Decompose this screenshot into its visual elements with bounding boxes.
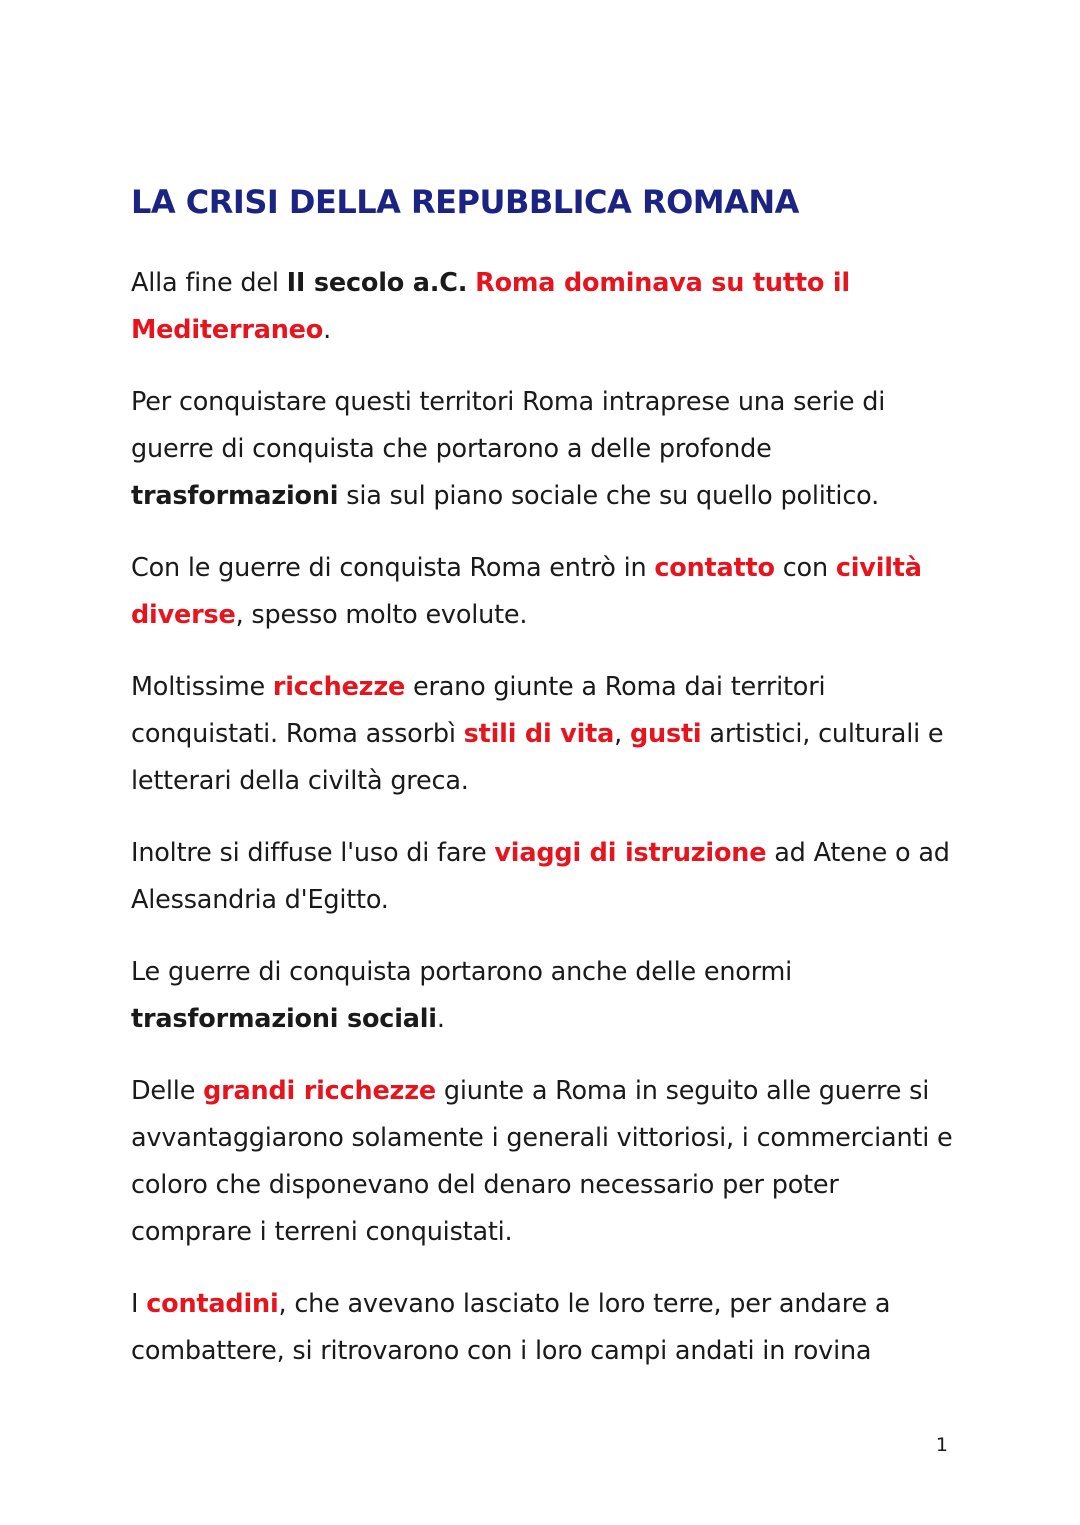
paragraph-3	[131, 545, 961, 639]
body-text: con	[774, 553, 836, 583]
body-text: giunte a Roma in seguito alle guerre si avvantaggiarono solamente i generali vittoriosi, i commercianti e coloro che disponevano del denaro necessario per poter comprare i terreni conquistati.	[131, 1076, 961, 1247]
paragraph-1	[131, 260, 961, 354]
page-number: 1	[935, 1434, 948, 1456]
body-text: sia sul piano sociale che su quello politico.	[338, 481, 879, 511]
body-text: .	[436, 1004, 445, 1034]
highlight-red-text: gusti	[629, 719, 702, 749]
body-text: artistici, culturali e letterari della civiltà greca.	[131, 719, 952, 796]
body-text	[467, 268, 475, 298]
paragraph-5	[131, 830, 961, 924]
paragraph-4	[131, 664, 961, 805]
paragraph-8	[131, 1281, 961, 1375]
paragraph-7	[131, 1068, 961, 1256]
paragraph-2	[131, 379, 961, 520]
body-text: Per conquistare questi territori Roma intraprese una serie di guerre di conquista che portarono a delle profonde	[131, 387, 894, 464]
body-text: , spesso molto evolute.	[235, 600, 528, 630]
bold-text: trasformazioni sociali	[131, 1004, 437, 1034]
highlight-red-text: contadini	[146, 1289, 279, 1319]
highlight-red-text: grandi ricchezze	[203, 1076, 436, 1106]
page-title: LA CRISI DELLA REPUBBLICA ROMANA	[131, 183, 799, 221]
body-text: ad Atene o ad Alessandria d'Egitto.	[131, 838, 958, 915]
body-text: I	[131, 1289, 147, 1319]
highlight-red-text: civiltà diverse	[131, 553, 931, 630]
body-text: Con le guerre di conquista Roma entrò in	[131, 553, 655, 583]
body-text: Alla fine del	[131, 268, 287, 298]
bold-text: trasformazioni	[131, 481, 339, 511]
body-text: Inoltre si diffuse l'uso di fare	[131, 838, 495, 868]
body-text: Delle	[131, 1076, 204, 1106]
highlight-red-text: contatto	[654, 553, 775, 583]
highlight-red-text: ricchezze	[272, 672, 406, 702]
bold-text: II secolo a.C.	[286, 268, 468, 298]
body-text: Le guerre di conquista portarono anche delle enormi	[131, 957, 800, 987]
paragraph-6	[131, 949, 961, 1043]
body-text: .	[323, 315, 331, 345]
body-text: ,	[614, 719, 630, 749]
body-text: erano giunte a Roma dai territori conquistati. Roma assorbì	[131, 672, 834, 749]
body-text: Moltissime	[131, 672, 273, 702]
body-text: , che avevano lasciato le loro terre, per andare a combattere, si ritrovarono con i loro campi andati in rovina	[131, 1289, 899, 1366]
highlight-red-text: Roma dominava su tutto il Mediterraneo	[131, 268, 859, 345]
highlight-red-text: stili di vita	[463, 719, 615, 749]
highlight-red-text: viaggi di istruzione	[494, 838, 767, 868]
